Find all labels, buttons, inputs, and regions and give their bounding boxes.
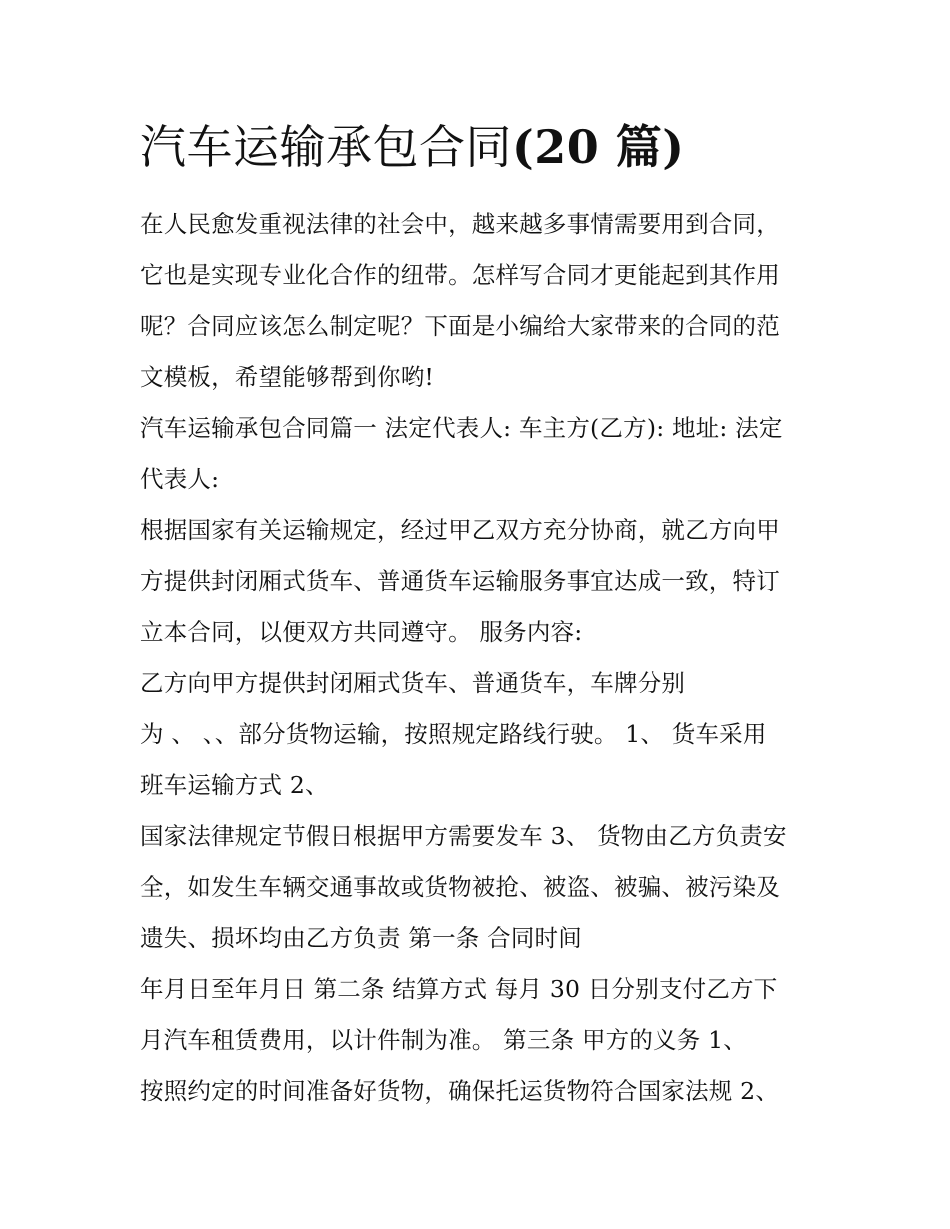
- title-suffix-text: (20 篇): [512, 120, 685, 174]
- body-line: 文模板，希望能够帮到你哟!: [140, 363, 435, 391]
- body-line: 代表人:: [140, 465, 220, 493]
- body-line: 在人民愈发重视法律的社会中，越来越多事情需要用到合同，: [140, 210, 780, 238]
- body-line: 汽车运输承包合同篇一 法定代表人: 车主方(乙方): 地址: 法定: [140, 414, 783, 442]
- body-line: 根据国家有关运输规定，经过甲乙双方充分协商，就乙方向甲: [140, 516, 780, 544]
- body-line: 年月日至年月日 第二条 结算方式 每月 30 日分别支付乙方下: [140, 975, 778, 1003]
- body-line: 为 、 、、部分货物运输，按照规定路线行驶。 1、 货车采用: [140, 720, 767, 748]
- body-line: 遗失、损坏均由乙方负责 第一条 合同时间: [140, 924, 582, 952]
- title-main-text: 汽车运输承包合同: [140, 120, 512, 174]
- document-title: [140, 112, 685, 182]
- body-line: 全，如发生车辆交通事故或货物被抢、被盗、被骗、被污染及: [140, 873, 780, 901]
- document-body: [140, 199, 820, 1117]
- body-line: 立本合同，以便双方共同遵守。 服务内容:: [140, 618, 583, 646]
- body-line: 方提供封闭厢式货车、普通货车运输服务事宜达成一致，特订: [140, 567, 780, 595]
- body-line: 乙方向甲方提供封闭厢式货车、普通货车，车牌分别: [140, 669, 686, 697]
- body-line: 呢？合同应该怎么制定呢？下面是小编给大家带来的合同的范: [140, 312, 780, 340]
- body-line: 月汽车租赁费用，以计件制为准。 第三条 甲方的义务 1、: [140, 1026, 747, 1054]
- body-line: 国家法律规定节假日根据甲方需要发车 3、 货物由乙方负责安: [140, 822, 787, 850]
- body-line: 按照约定的时间准备好货物，确保托运货物符合国家法规 2、: [140, 1077, 780, 1105]
- body-line: 班车运输方式 2、: [140, 771, 329, 799]
- body-line: 它也是实现专业化合作的纽带。怎样写合同才更能起到其作用: [140, 261, 780, 289]
